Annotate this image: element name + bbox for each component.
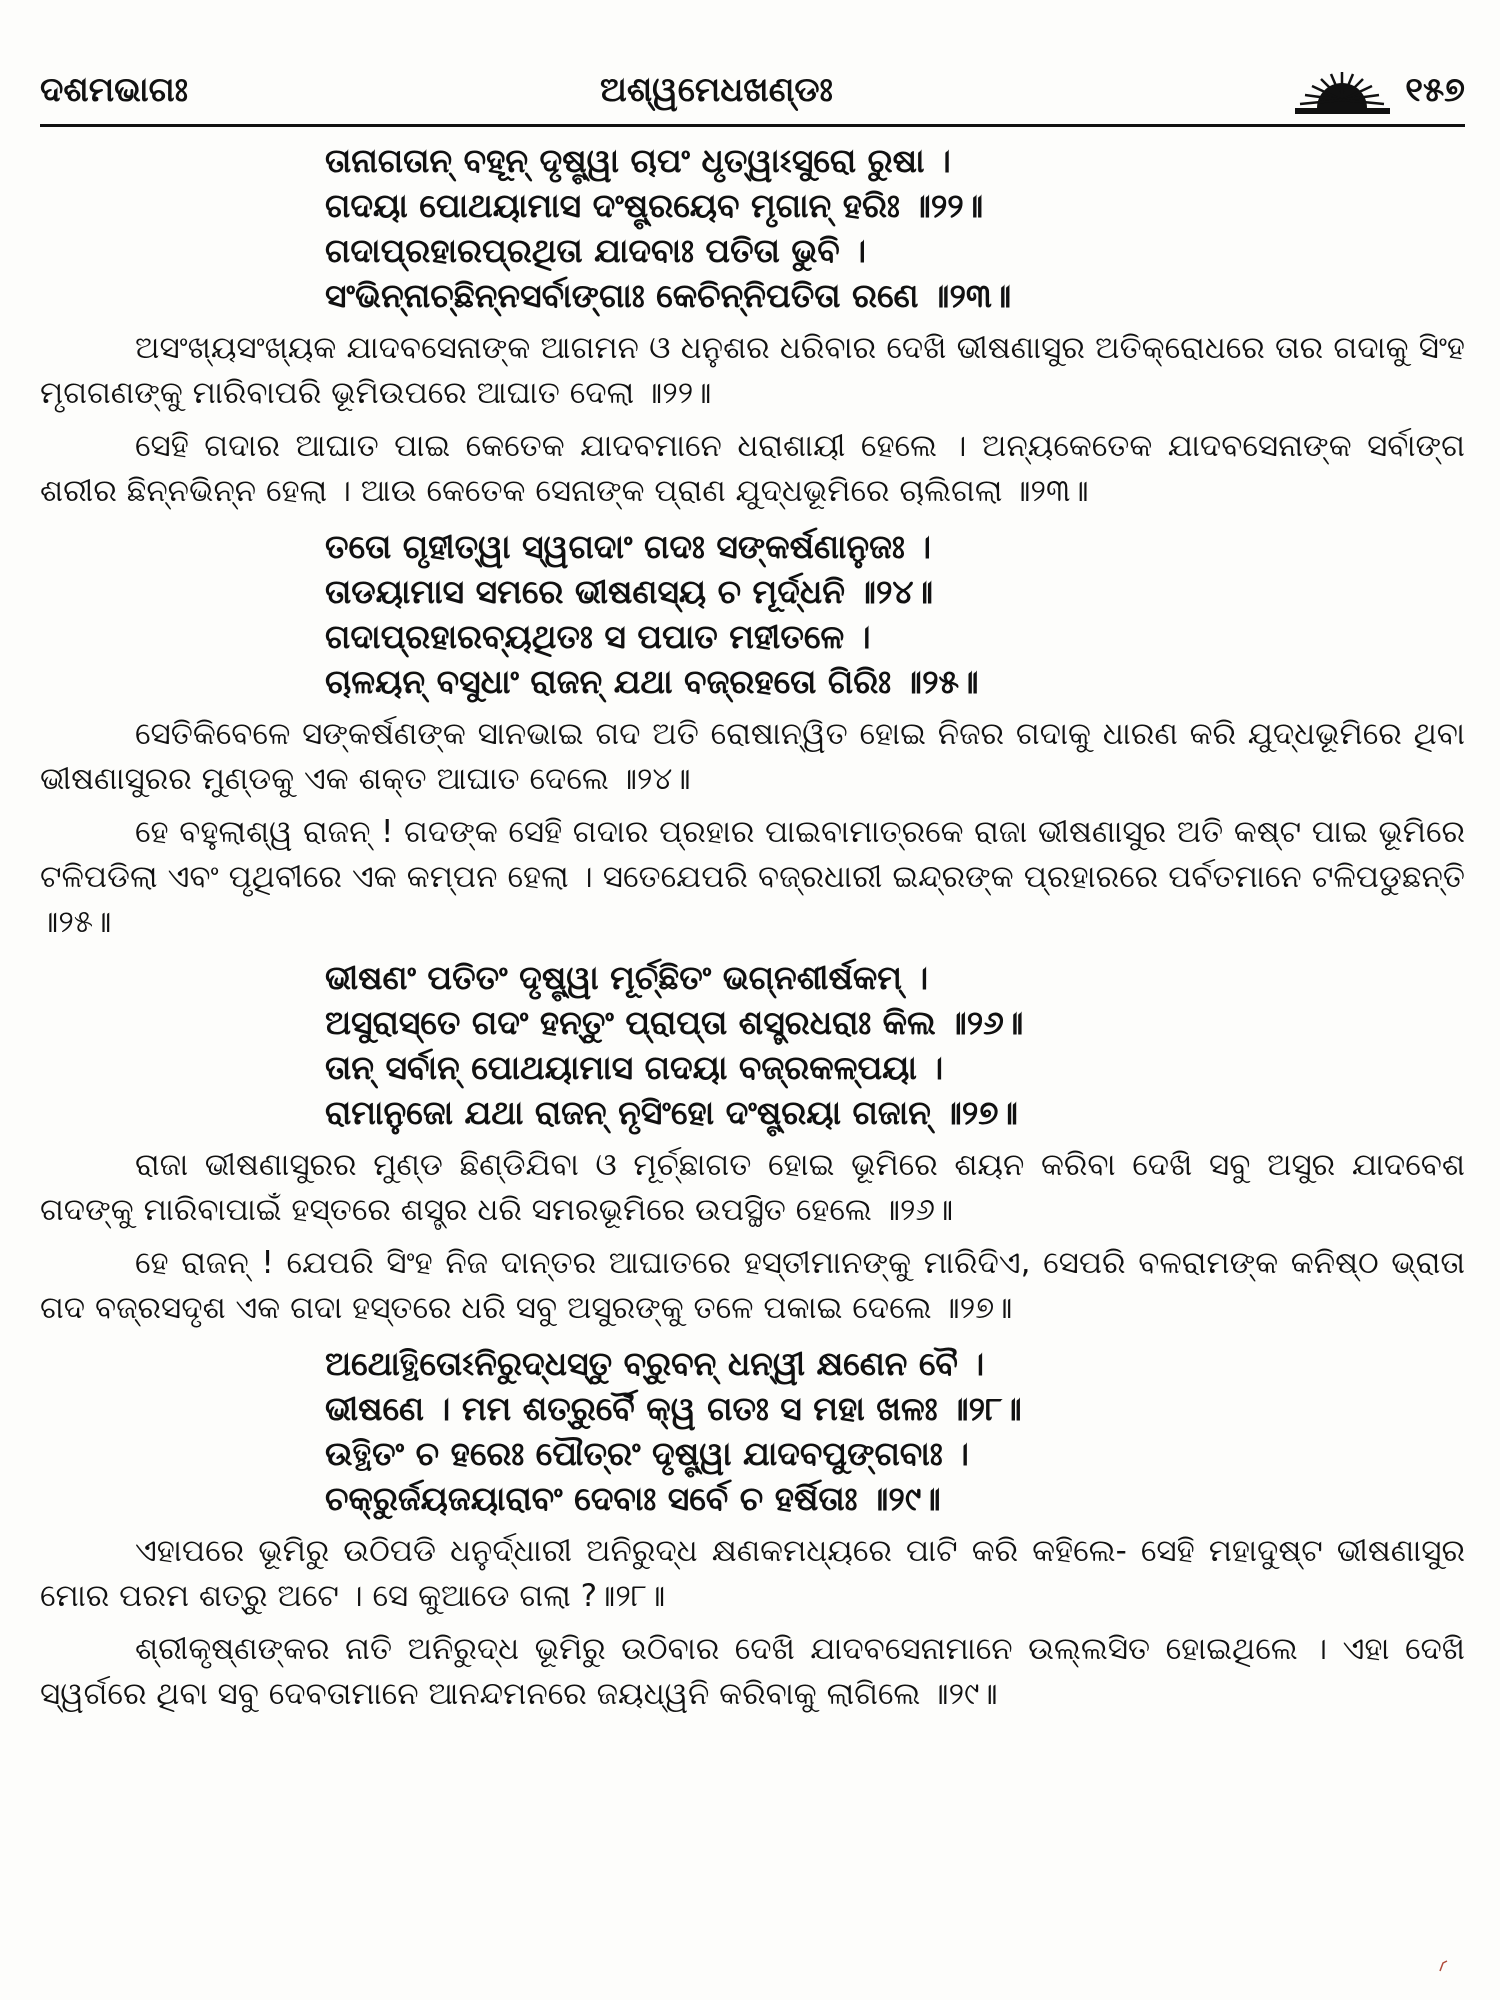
verse-block (40, 524, 1465, 704)
verse-line: ଚାଳୟନ୍ ବସୁଧାଂ ରାଜନ୍ ଯଥା ବଜ୍ରହତୋ ଗିରିଃ ॥୨୫॥ (325, 662, 979, 701)
commentary-paragraph: ଏହାପରେ ଭୂମିରୁ ଉଠିପଡି ଧନୁର୍ଦ୍ଧାରୀ ଅନିରୁଦ୍ଧ କ୍ଷଣକମଧ୍ୟରେ ପାଟି କରି କହିଲେ- ସେହି ମହାଦୁଷ୍ଟ ଭୀଷଣାସୁର ମୋର ପରମ ଶତ୍ରୁ ଅଟେ । ସେ କୁଆଡେ ଗଲା ?॥୨୮॥ (40, 1533, 1465, 1614)
commentary-paragraph: ଶ୍ରୀକୃଷ୍ଣଙ୍କର ନାତି ଅନିରୁଦ୍ଧ ଭୂମିରୁ ଉଠିବାର ଦେଖି ଯାଦବସେନାମାନେ ଉଲ୍ଲସିତ ହୋଇଥିଲେ । ଏହା ଦେଖି ସ୍ୱର୍ଗରେ ଥିବା ସବୁ ଦେବତାମାନେ ଆନନ୍ଦମନରେ ଜୟଧ୍ୱନି କରିବାକୁ ଲାଗିଲେ ॥୨୯॥ (40, 1631, 1465, 1712)
book-part-title: ଦଶମଭାଗଃ (40, 70, 188, 110)
verse-block (40, 1341, 1465, 1521)
verse-block (40, 955, 1465, 1135)
page-body (40, 138, 1465, 1727)
verse-line: ଚକ୍ରୁର୍ଜୟଜୟାରାବଂ ଦେବାଃ ସର୍ବେ ଚ ହର୍ଷିତାଃ ॥୨୯॥ (325, 1479, 941, 1518)
ink-mark (1438, 1960, 1448, 1972)
commentary-paragraph: ସେହି ଗଦାର ଆଘାତ ପାଇ କେତେକ ଯାଦବମାନେ ଧରାଶାୟୀ ହେଲେ । ଅନ୍ୟକେତେକ ଯାଦବସେନାଙ୍କ ସର୍ବାଙ୍ଗ ଶରୀର ଛିନ୍ନଭିନ୍ନ ହେଲା । ଆଉ କେତେକ ସେନାଙ୍କ ପ୍ରାଣ ଯୁଦ୍ଧଭୂମିରେ ଚାଲିଗଲା ॥୨୩॥ (40, 428, 1465, 509)
verse-line: ଗଦୟା ପୋଥୟାମାସ ଦଂଷ୍ଟ୍ରୟେବ ମୃଗାନ୍ ହରିଃ ॥୨୨॥ (325, 186, 984, 225)
verse-line: ସଂଭିନ୍ନାଚ୍ଛିନ୍ନସର୍ବାଙ୍ଗାଃ କେଚିନ୍ନିପତିତା ରଣେ ॥୨୩॥ (325, 276, 1012, 315)
commentary-paragraph: ସେତିକିବେଳେ ସଙ୍କର୍ଷଣଙ୍କ ସାନଭାଇ ଗଦ ଅତି ରୋଷାନ୍ୱିତ ହୋଇ ନିଜର ଗଦାକୁ ଧାରଣ କରି ଯୁଦ୍ଧଭୂମିରେ ଥିବା ଭୀଷଣାସୁରର ମୁଣ୍ଡକୁ ଏକ ଶକ୍ତ ଆଘାତ ଦେଲେ ॥୨୪॥ (40, 716, 1465, 797)
commentary-block (40, 326, 1465, 514)
verse-line: ତତୋ ଗୃହୀତ୍ୱା ସ୍ୱଗଦାଂ ଗଦଃ ସଙ୍କର୍ଷଣାନୁଜଃ । (325, 527, 932, 566)
verse-line: ଭୀଷଣେ । ମମ ଶତ୍ରୁର୍ବୈ କ୍ୱ ଗତଃ ସ ମହା ଖଳଃ ॥୨୮॥ (325, 1389, 1022, 1428)
verse-line: ଗଦାପ୍ରହାରବ୍ୟଥିତଃ ସ ପପାତ ମହୀତଳେ । (325, 617, 871, 656)
commentary-block (40, 712, 1465, 945)
commentary-block (40, 1529, 1465, 1717)
verse-line: ତାନ୍ ସର୍ବାନ୍ ପୋଥୟାମାସ ଗଦୟା ବଜ୍ରକଳ୍ପୟା । (325, 1048, 944, 1087)
verse-line: ତାନାଗତାନ୍ ବହୂନ୍ ଦୃଷ୍ଟ୍ୱା ଚାପଂ ଧୃତ୍ୱାଽସୁରୋ ରୁଷା । (325, 141, 951, 180)
header-rule (40, 124, 1465, 127)
page-header (40, 70, 1465, 130)
sunrise-emblem-icon (1295, 70, 1390, 118)
commentary-block (40, 1143, 1465, 1331)
verse-block (40, 138, 1465, 318)
verse-line: ତାଡୟାମାସ ସମରେ ଭୀଷଣସ୍ୟ ଚ ମୂର୍ଦ୍ଧନି ॥୨୪॥ (325, 572, 934, 611)
commentary-paragraph: ଅସଂଖ୍ୟସଂଖ୍ୟକ ଯାଦବସେନାଙ୍କ ଆଗମନ ଓ ଧନୁଶର ଧରିବାର ଦେଖି ଭୀଷଣାସୁର ଅତିକ୍ରୋଧରେ ତାର ଗଦାକୁ ସିଂହ ମୃଗଗଣଙ୍କୁ ମାରିବାପରି ଭୂମିଉପରେ ଆଘାତ ଦେଲା ॥୨୨॥ (40, 330, 1465, 411)
verse-line: ରାମାନୁଜୋ ଯଥା ରାଜନ୍ ନୃସିଂହୋ ଦଂଷ୍ଟ୍ରୟା ଗଜାନ୍ ॥୨୭॥ (325, 1093, 1018, 1132)
verse-line: ଗଦାପ୍ରହାରପ୍ରଥିତା ଯାଦବାଃ ପତିତା ଭୁବି । (325, 231, 867, 270)
verse-line: ଅସୁରାସ୍ତେ ଗଦଂ ହନ୍ତୁଂ ପ୍ରାପ୍ତା ଶସ୍ତ୍ରଧରାଃ କିଲ ॥୨୬॥ (325, 1003, 1024, 1042)
verse-line: ଉତ୍ଥିତଂ ଚ ହରେଃ ପୌତ୍ରଂ ଦୃଷ୍ଟ୍ୱା ଯାଦବପୁଙ୍ଗବାଃ । (325, 1434, 969, 1473)
commentary-paragraph: ହେ ବହୁଲାଶ୍ୱ ରାଜନ୍ ! ଗଦଙ୍କ ସେହି ଗଦାର ପ୍ରହାର ପାଇବାମାତ୍ରକେ ରାଜା ଭୀଷଣାସୁର ଅତି କଷ୍ଟ ପାଇ ଭୂମିରେ ଟଳିପଡିଲା ଏବଂ ପୃଥିବୀରେ ଏକ କମ୍ପନ ହେଲା । ସତେଯେପରି ବଜ୍ରଧାରୀ ଇନ୍ଦ୍ରଙ୍କ ପ୍ରହାରରେ ପର୍ବତମାନେ ଟଳିପଡୁଛନ୍ତି ॥୨୫॥ (40, 814, 1465, 940)
verse-line: ଭୀଷଣଂ ପତିତଂ ଦୃଷ୍ଟ୍ୱା ମୂର୍ଚ୍ଛିତଂ ଭଗ୍ନଶୀର୍ଷକମ୍ । (325, 958, 929, 997)
commentary-paragraph: ହେ ରାଜନ୍ ! ଯେପରି ସିଂହ ନିଜ ଦାନ୍ତର ଆଘାତରେ ହସ୍ତୀମାନଙ୍କୁ ମାରିଦିଏ, ସେପରି ବଳରାମଙ୍କ କନିଷ୍ଠ ଭ୍ରାତା ଗଦ ବଜ୍ରସଦୃଶ ଏକ ଗଦା ହସ୍ତରେ ଧରି ସବୁ ଅସୁରଙ୍କୁ ତଳେ ପକାଇ ଦେଲେ ॥୨୭॥ (40, 1245, 1465, 1326)
commentary-paragraph: ରାଜା ଭୀଷଣାସୁରର ମୁଣ୍ଡ ଛିଣ୍ଡିଯିବା ଓ ମୂର୍ଚ୍ଛାଗତ ହୋଇ ଭୂମିରେ ଶୟନ କରିବା ଦେଖି ସବୁ ଅସୁର ଯାଦବେଶ ଗଦଙ୍କୁ ମାରିବାପାଇଁ ହସ୍ତରେ ଶସ୍ତ୍ର ଧରି ସମରଭୂମିରେ ଉପସ୍ଥିତ ହେଲେ ॥୨୬॥ (40, 1147, 1465, 1228)
section-title: ଅଶ୍ୱମେଧଖଣ୍ଡଃ (600, 70, 833, 110)
page-number: ୧୫୭ (1405, 70, 1465, 110)
verse-line: ଅଥୋତ୍ଥିତୋଽନିରୁଦ୍ଧସ୍ତୁ ବ୍ରୁବନ୍ ଧନ୍ୱୀ କ୍ଷଣେନ ବୈ । (325, 1344, 985, 1383)
